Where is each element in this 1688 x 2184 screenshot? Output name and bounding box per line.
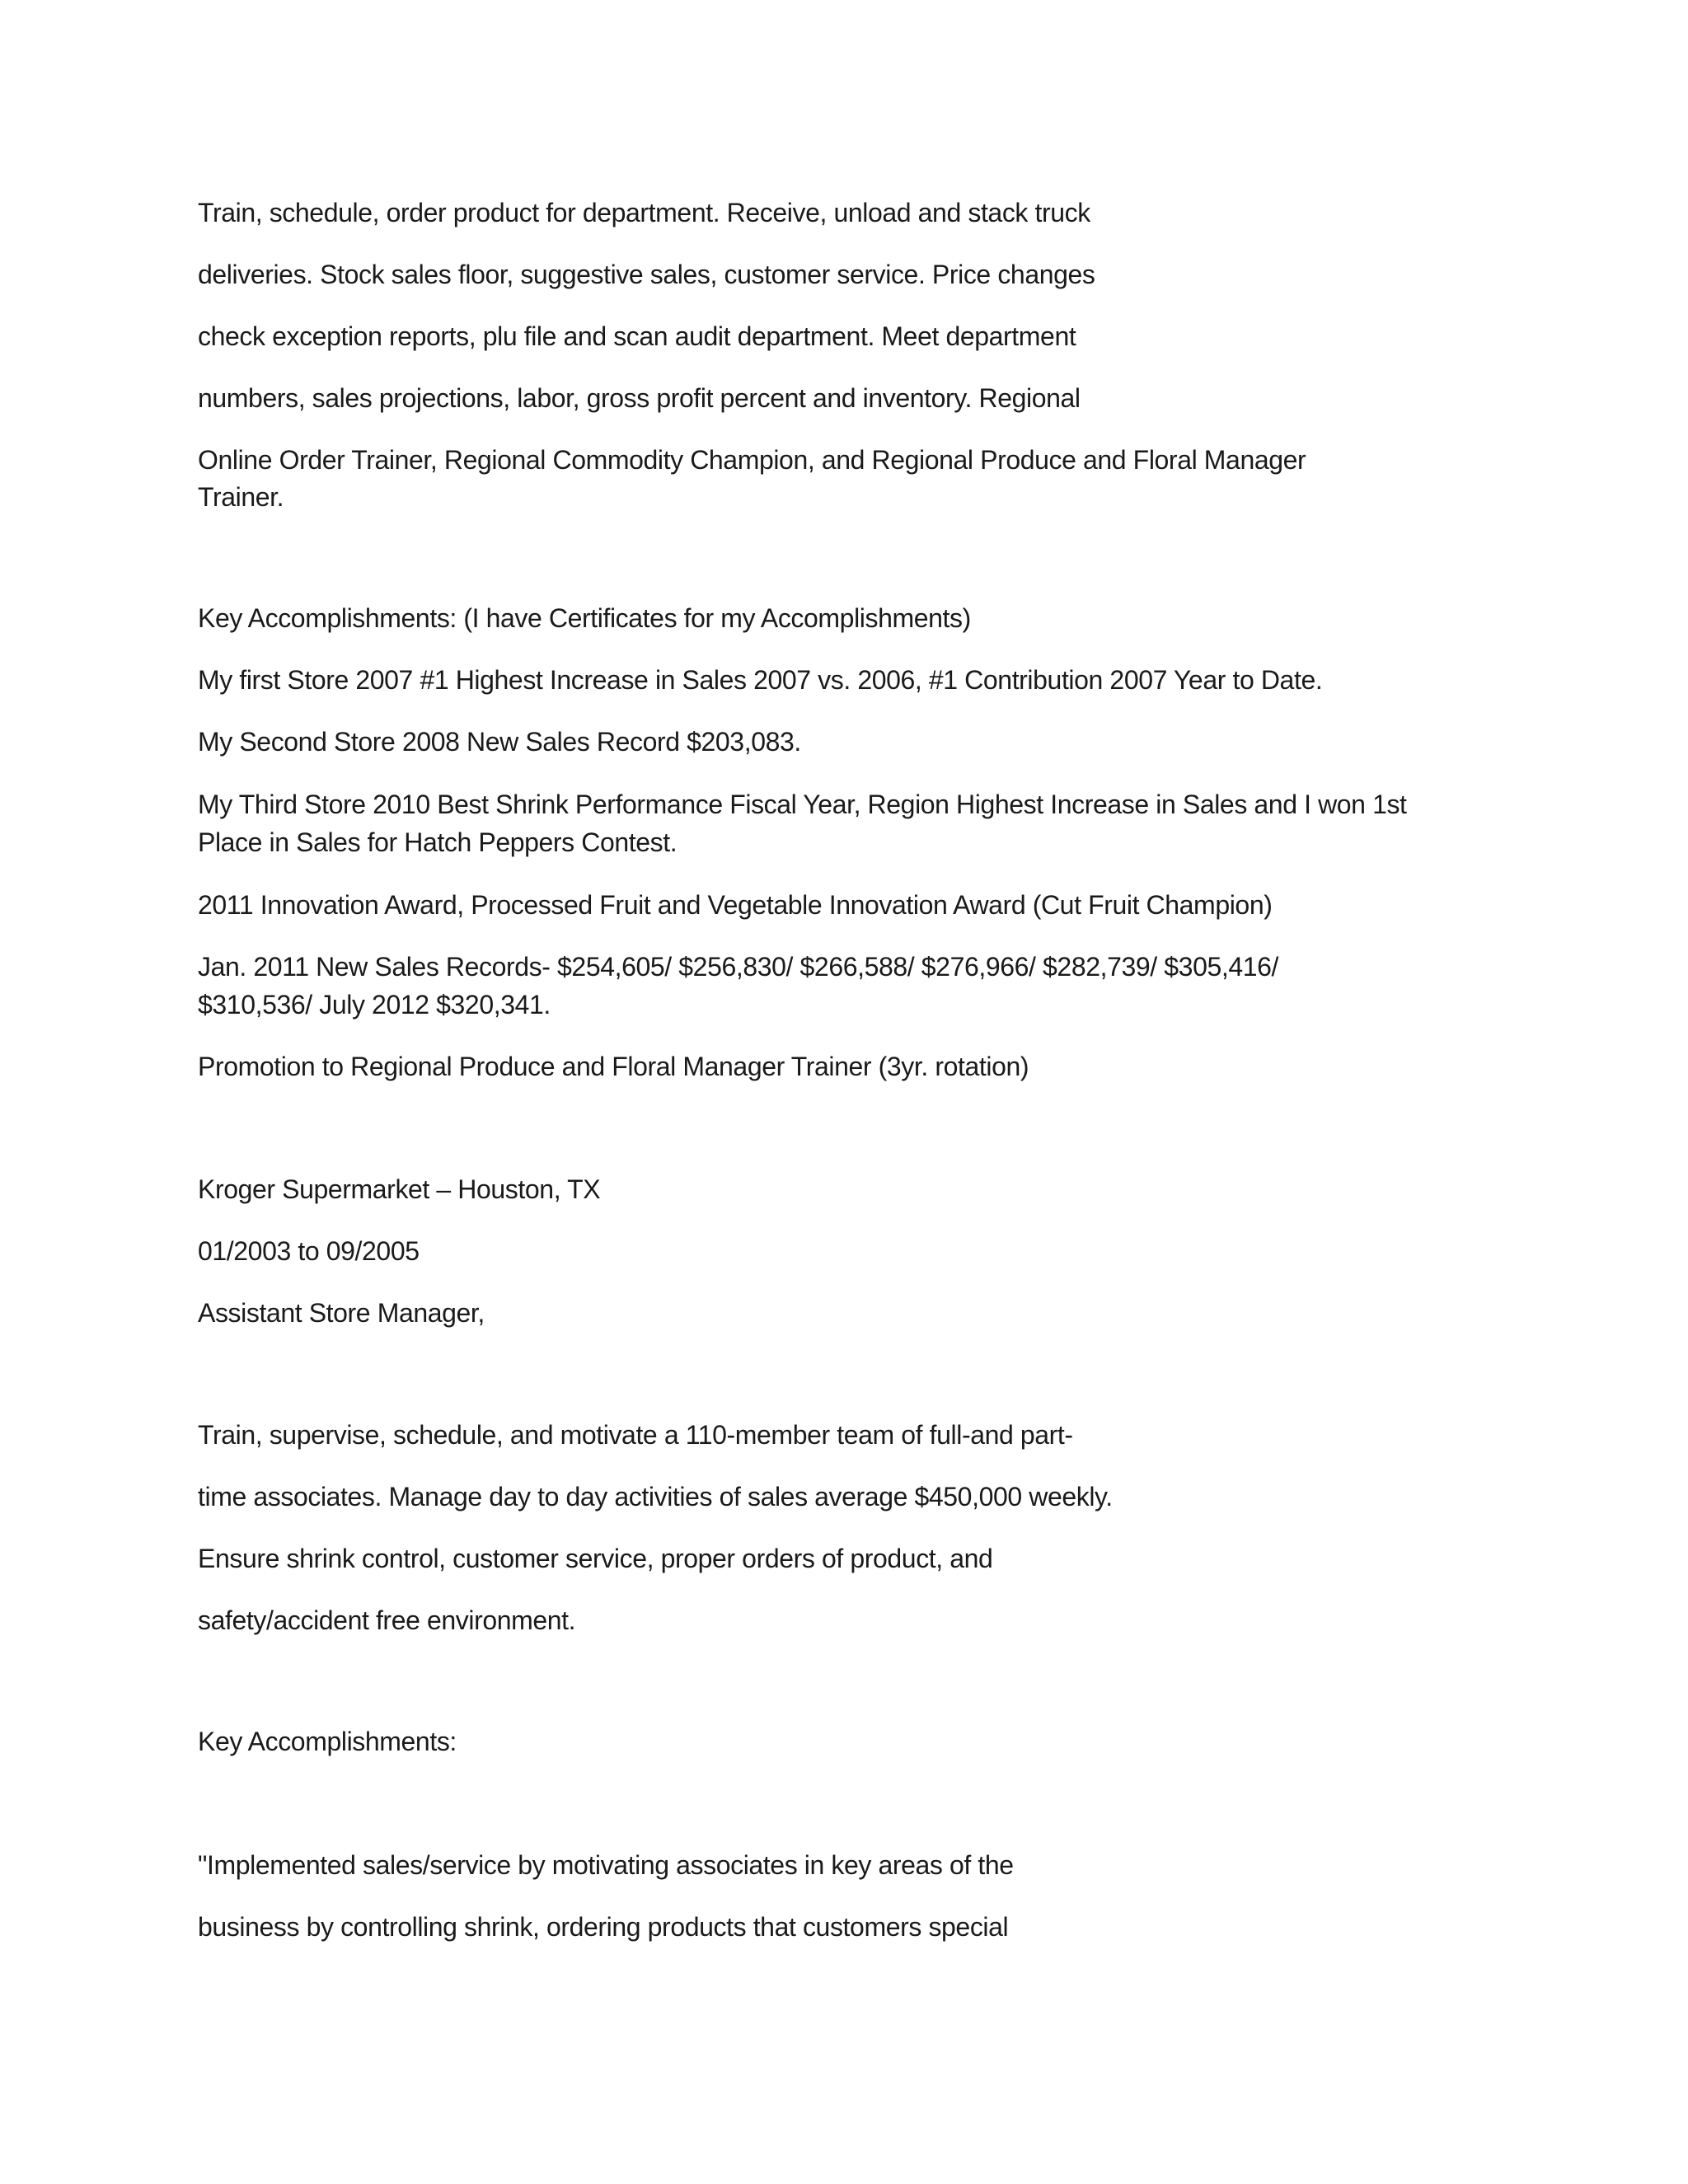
job2-duties-line-3: Ensure shrink control, customer service, proper orders of product, and — [198, 1544, 993, 1573]
accomplishment-item: Promotion to Regional Produce and Floral Manager Trainer (3yr. rotation) — [198, 1052, 1029, 1081]
quote-line-1: "Implemented sales/service by motivating associates in key areas of the — [198, 1850, 1014, 1880]
job2-duties-line-1: Train, supervise, schedule, and motivate a 110-member team of full-and part- — [198, 1420, 1073, 1450]
duties-line-2: deliveries. Stock sales floor, suggestive sales, customer service. Price changes — [198, 260, 1095, 289]
job2-accomplishments-heading: Key Accomplishments: — [198, 1727, 457, 1756]
job-title: Assistant Store Manager, — [198, 1298, 485, 1328]
duties-line-5: Online Order Trainer, Regional Commodity Champion, and Regional Produce and Floral Manager — [198, 445, 1306, 475]
accomplishment-item: $310,536/ July 2012 $320,341. — [198, 990, 551, 1019]
job2-duties-line-2: time associates. Manage day to day activities of sales average $450,000 weekly. — [198, 1482, 1113, 1511]
duties-line-6: Trainer. — [198, 482, 284, 512]
employer-name: Kroger Supermarket – Houston, TX — [198, 1174, 601, 1204]
quote-line-2: business by controlling shrink, ordering products that customers special — [198, 1912, 1009, 1942]
accomplishments-heading: Key Accomplishments: (I have Certificates for my Accomplishments) — [198, 603, 971, 633]
accomplishment-item: 2011 Innovation Award, Processed Fruit and Vegetable Innovation Award (Cut Fruit Champion) — [198, 890, 1273, 920]
accomplishment-item: My first Store 2007 #1 Highest Increase in Sales 2007 vs. 2006, #1 Contribution 2007 Year to Date. — [198, 665, 1323, 695]
accomplishment-item: Jan. 2011 New Sales Records- $254,605/ $256,830/ $266,588/ $276,966/ $282,739/ $305,416/ — [198, 952, 1279, 982]
job2-duties-line-4: safety/accident free environment. — [198, 1605, 576, 1635]
duties-line-4: numbers, sales projections, labor, gross profit percent and inventory. Regional — [198, 383, 1081, 413]
accomplishment-item: My Second Store 2008 New Sales Record $203,083. — [198, 727, 801, 757]
employment-dates: 01/2003 to 09/2005 — [198, 1236, 420, 1266]
duties-line-1: Train, schedule, order product for department. Receive, unload and stack truck — [198, 198, 1090, 227]
duties-line-3: check exception reports, plu file and scan audit department. Meet department — [198, 321, 1076, 351]
accomplishment-item: Place in Sales for Hatch Peppers Contest. — [198, 827, 678, 857]
accomplishment-item: My Third Store 2010 Best Shrink Performance Fiscal Year, Region Highest Increase in Sales and I won 1st — [198, 790, 1407, 819]
